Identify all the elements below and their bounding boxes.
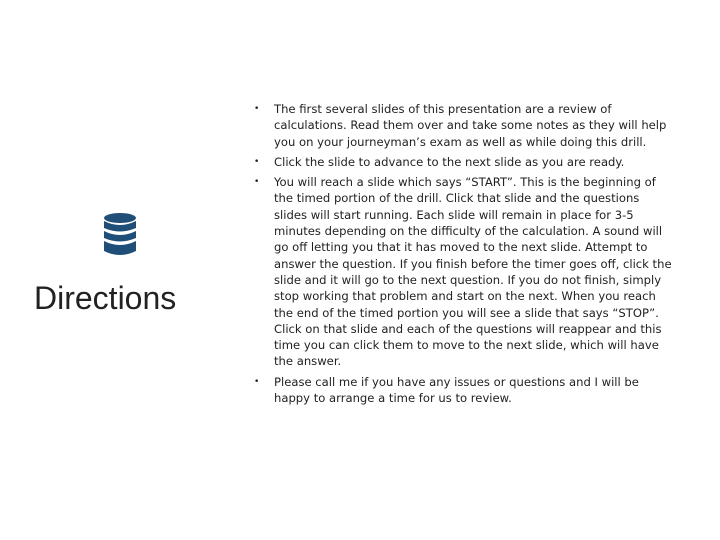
bullet-icon: • (254, 156, 260, 167)
list-item (254, 154, 674, 170)
bullet-icon: • (254, 376, 260, 387)
list-item (254, 101, 674, 150)
slide-title: Directions (34, 280, 177, 316)
database-icon (103, 213, 137, 257)
bullet-list (254, 101, 674, 410)
bullet-text: The first several slides of this presentation are a review of calculations. Read them over and take some notes as they will help you on your journeyman’s exam as well as while doing this drill. (274, 102, 667, 149)
bullet-icon: • (254, 104, 260, 114)
list-item (254, 374, 674, 407)
bullet-text: You will reach a slide which says “START”. This is the beginning of the timed portion of the drill. Click that slide and the questions slides will start running. Each slide will remain in place for 3-5 minutes depending on the difficulty of the calculation. A sound will go off letting you that it has moved to the next slide. Attempt to answer the question. If you finish before the timer goes off, click the slide and it will go to the next question. If you do not finish, simply stop working that problem and start on the next. When you reach the end of the timed portion you will see a slide that says “STOP”. Click on that slide and each of the questions will reappear and this time you can click them to move to the next slide, which will have the answer. (274, 175, 672, 369)
bullet-text: Please call me if you have any issues or questions and I will be happy to arrange a time for us to review. (274, 374, 639, 406)
bullet-text: Click the slide to advance to the next slide as you are ready. (274, 154, 625, 169)
list-item (254, 174, 674, 370)
bullet-icon: • (254, 177, 260, 188)
